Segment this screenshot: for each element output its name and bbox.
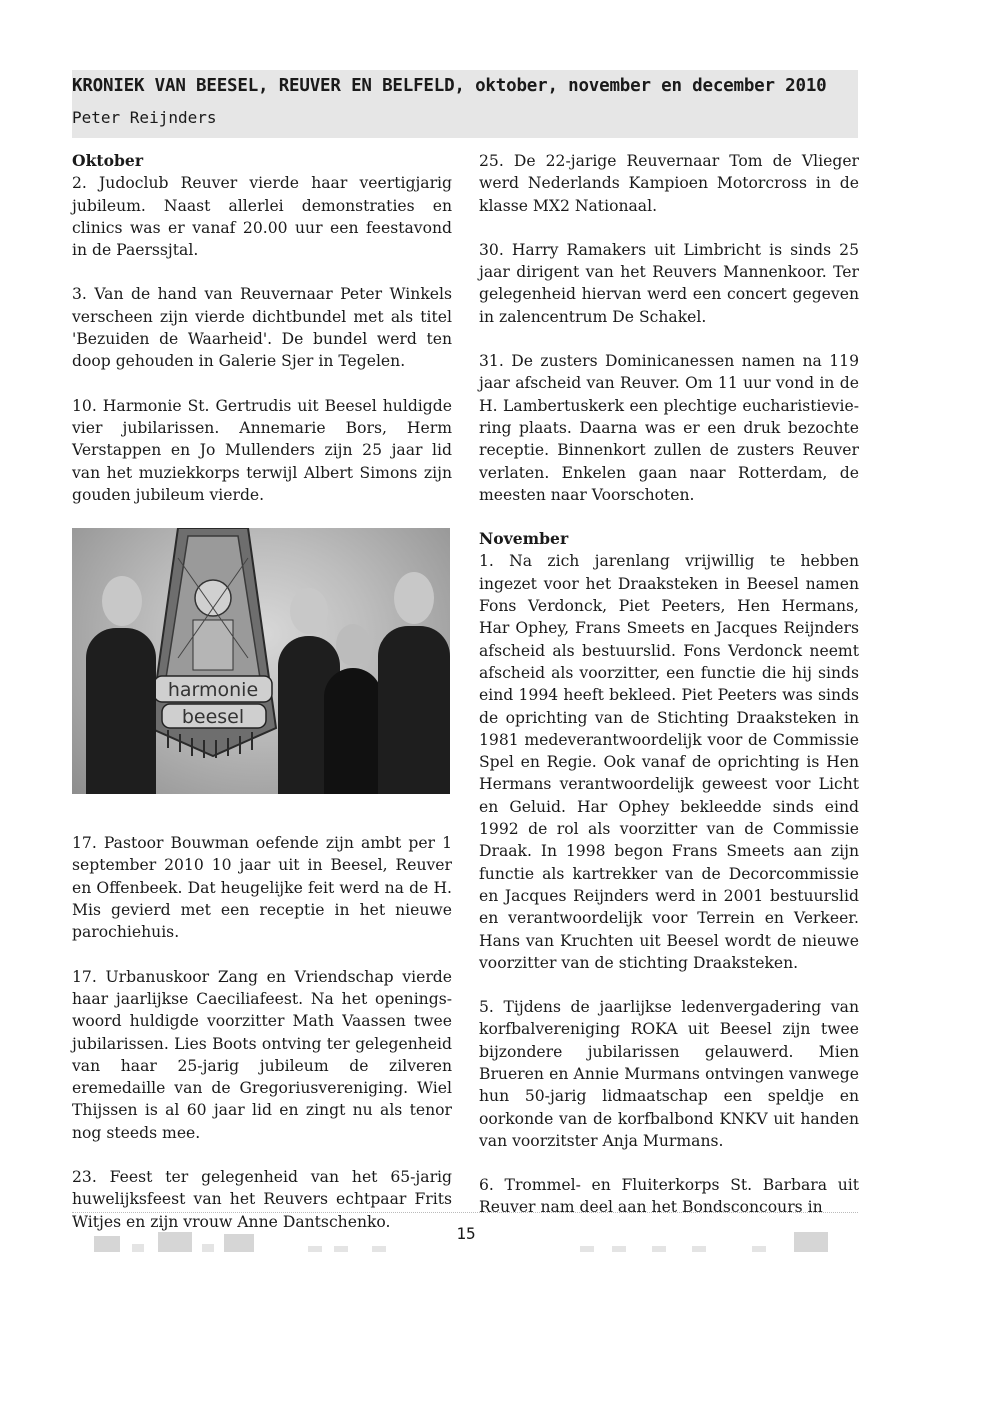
banner-text-harmonie: harmonie — [167, 679, 259, 702]
news-item: 5. Tijdens de jaarlijkse ledenvergadering van korfbalvereniging ROKA uit Beesel zijn twee bijzondere jubilarissen gelauwerd. Mien Brueren en Annie Murmans ontvingen vanwege hun 50-jarig lidmaatschap een speldje en oorkonde van de korfbalbond KNKV uit handen van voorzitster Anja Murmans. — [479, 998, 859, 1150]
news-item: 3. Van de hand van Reuvernaar Peter Winkels verscheen zijn vierde dichtbundel met als titel 'Bezuiden de Waarheid'. De bundel werd ten doop gehouden in Galerie Sjer in Tegelen. — [72, 285, 452, 371]
section-heading-november: November — [479, 529, 569, 549]
footer-divider — [72, 1212, 858, 1213]
news-item: 25. De 22-jarige Reuvernaar Tom de Vlieger werd Nederlands Kampioen Motorcross in de klasse MX2 Nationaal. — [479, 152, 859, 215]
news-item: 1. Na zich jarenlang vrijwillig te hebben ingezet voor het Draaksteken in Beesel namen Fons Verdonck, Piet Peeters, Hen Hermans, Har Ophey, Frans Smeets en Jacques Reijnders afscheid als bestuurslid. Fons Verdonck neemt afscheid als voorzitter, een functie die hij sinds eind 1994 heeft bekleed. Piet Peeters was sinds de oprichting van de Stichting Draaksteken in 1981 medeverantwoordelijk voor de Commissie Spel en Regie. Ook vanaf de oprichting is Hen Hermans verantwoordelijk geweest voor Licht en Geluid. Har Ophey bekleedde sinds eind 1992 de rol als voorzitter van de Commissie Draak. In 1998 begon Frans Smeets aan zijn functie als kartrekker van de Decorcommissie en Jacques Reijnders werd in 2001 bestuurslid en verantwoordelijk voor Terrein en Verkeer. Hans van Kruchten uit Beesel wordt de nieuwe voorzitter van de stichting Draaksteken. — [479, 552, 859, 972]
news-item: 31. De zusters Dominicanessen namen na 119 jaar afscheid van Reuver. Om 11 uur vond in de H. Lambertuskerk een plechtige eucharistieviering plaats. Daarna was er een druk bezochte receptie. Binnenkort zullen de zusters Reuver verlaten. Enkelen gaan naar Rotterdam, de meesten naar Voorschoten. — [479, 352, 859, 504]
person-3 — [324, 624, 382, 794]
person-4 — [378, 572, 450, 794]
news-item: 23. Feest ter gelegenheid van het 65-jarig huwelijksfeest van het Reuvers echtpaar Frits Witjes en zijn vrouw Anne Dantschenko. — [72, 1168, 452, 1231]
news-item: 17. Urbanuskoor Zang en Vriendschap vierde haar jaarlijkse Caeciliafeest. Na het openingswoord huldigde voorzitter Math Vaassen twee jubilarissen. Lies Boots ontving ter gelegenheid van haar 25-jarig jubileum de zilveren eremedaille van de Gregoriusvereniging. Wiel Thijssen is al 60 jaar lid en zingt nu als tenor nog steeds mee. — [72, 967, 452, 1142]
news-item: 10. Harmonie St. Gertrudis uit Beesel huldigde vier jubilarissen. Annemarie Bors, Herm Verstappen en Jo Mullenders zijn 25 jaar lid van het muziekkorps terwijl Albert Simons zijn gouden jubileum vierde. — [72, 396, 452, 504]
news-item: 6. Trommel- en Fluiterkorps St. Barbara uit Reuver nam deel aan het Bondsconcours in — [479, 1176, 859, 1217]
banner-text-beesel: beesel — [181, 706, 245, 729]
harmonie-photo — [72, 528, 450, 794]
news-item: 17. Pastoor Bouwman oefende zijn ambt per 1 september 2010 10 jaar uit in Beesel, Reuver en Offenbeek. Dat heugelijke feit werd na de H. Mis gevierd met een receptie in het nieuwe parochiehuis. — [72, 834, 452, 942]
person-1 — [86, 576, 156, 794]
news-item: 2. Judoclub Reuver vierde haar veertigjarig jubileum. Naast allerlei demonstraties en clinics was er vanaf 20.00 uur een feestavond in de Paerssjtal. — [72, 174, 452, 260]
article-author: Peter Reijnders — [72, 108, 217, 127]
page-number: 15 — [456, 1224, 476, 1243]
right-column — [479, 150, 859, 1241]
left-column — [72, 150, 452, 1255]
article-title: KRONIEK VAN BEESEL, REUVER EN BELFELD, oktober, november en december 2010 — [72, 76, 827, 96]
section-heading-oktober: Oktober — [72, 151, 144, 170]
harmonie-banner-graphic — [148, 528, 278, 758]
news-item: 30. Harry Ramakers uit Limbricht is sinds 25 jaar dirigent van het Reuvers Mannenkoor. Ter gelegenheid hiervan werd een concert gegeven in zalencentrum De Schakel. — [479, 240, 859, 326]
